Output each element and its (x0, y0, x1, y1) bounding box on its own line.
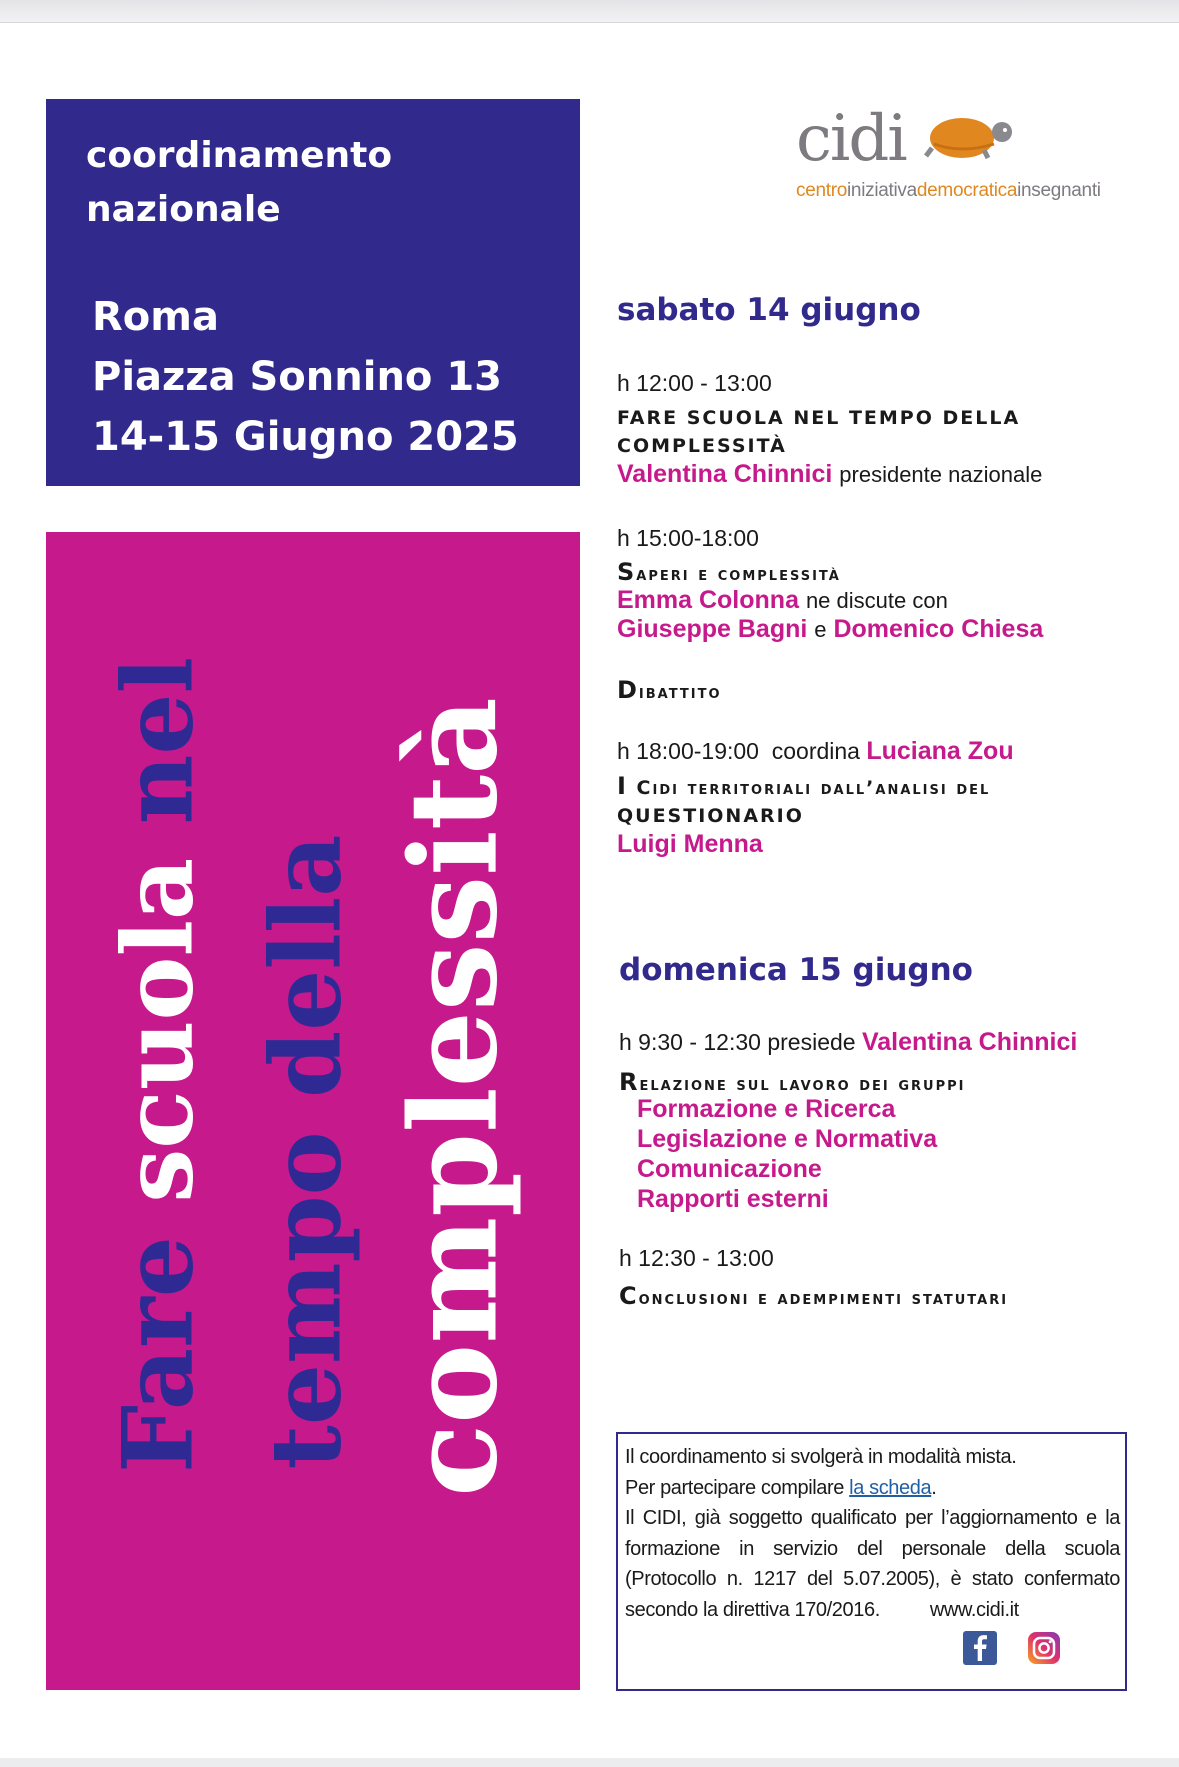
list-item: Comunicazione (637, 1155, 822, 1183)
session-title: Conclusioni e adempimenti statutari (619, 1282, 1009, 1310)
session-time: h 12:00 - 13:00 (617, 370, 772, 396)
logo-subtitle: centroiniziativademocraticainsegnanti (796, 180, 1101, 201)
list-item: Legislazione e Normativa (637, 1125, 938, 1153)
banner-word-tempo: tempo (249, 1131, 363, 1470)
instagram-icon[interactable] (1027, 1631, 1061, 1665)
session-speaker: Luigi Menna (617, 830, 763, 858)
event-info-box (46, 99, 580, 486)
list-item: Rapporti esterni (637, 1185, 829, 1213)
event-address: Piazza Sonnino 13 (92, 354, 502, 400)
list-item: Formazione e Ricerca (637, 1095, 896, 1123)
banner-line-2 (250, 835, 363, 1470)
session-title-cont: QUESTIONARIO (617, 805, 804, 827)
turtle-icon (922, 110, 1018, 162)
banner-line-3: complessità (383, 697, 525, 1497)
session-title: FARE SCUOLA NEL TEMPO DELLA COMPLESSITÀ (617, 407, 1021, 457)
session-time: h 9:30 - 12:30 presiede Valentina Chinnici (619, 1028, 1078, 1056)
banner-word-nel: nel (101, 657, 215, 825)
session-time: h 15:00-18:00 (617, 525, 759, 551)
info-line: Per partecipare compilare la scheda. (625, 1476, 937, 1499)
bottom-bar (0, 1758, 1179, 1767)
session-title: Saperi e complessità (617, 558, 841, 586)
registration-form-link[interactable]: la scheda (849, 1476, 932, 1499)
session-time: h 12:30 - 13:00 (619, 1245, 774, 1271)
session-time: h 18:00-19:00 coordina Luciana Zou (617, 737, 1014, 765)
organizer-heading (86, 129, 392, 237)
banner-line-1 (102, 657, 215, 1473)
group-list (637, 1094, 937, 1214)
title-banner (46, 532, 580, 1690)
banner-word-fare: Fare (101, 1236, 215, 1473)
day-heading-saturday: sabato 14 giugno (617, 292, 921, 328)
logo-word: cidi (796, 102, 906, 176)
info-paragraph: Il CIDI, già soggetto qualificato per l’aggiornamento e la formazione in servizio del personale della scuola (Protocollo n. 1217 del 5.07.2005), è stato confermato secondo la direttiva 170/2016. www.cidi.it (625, 1507, 1120, 1621)
top-bar (0, 0, 1179, 23)
heading-line-2: nazionale (86, 189, 281, 230)
event-location (92, 287, 519, 467)
banner-word-scuola: scuola (101, 857, 215, 1203)
banner-word-della: della (249, 834, 363, 1098)
facebook-icon[interactable] (963, 1631, 997, 1665)
info-line: Il coordinamento si svolgerà in modalità mista. (625, 1446, 1017, 1468)
website-link[interactable]: www.cidi.it (929, 1598, 1019, 1621)
event-dates: 14-15 Giugno 2025 (92, 414, 519, 460)
cidi-logo (796, 96, 1136, 208)
session-speakers: Emma Colonna ne discute con Giuseppe Bagni e Domenico Chiesa (617, 586, 1044, 643)
day-heading-sunday: domenica 15 giugno (619, 952, 973, 988)
session-speaker: Valentina Chinnici presidente nazionale (617, 460, 1043, 488)
event-city: Roma (92, 294, 219, 340)
session-title: Relazione sul lavoro dei gruppi (619, 1068, 966, 1096)
session-title: I Cidi territoriali dall’analisi del (617, 772, 991, 800)
debate-label: Dibattito (617, 676, 722, 704)
info-text (625, 1442, 1120, 1625)
heading-line-1: coordinamento (86, 135, 393, 176)
